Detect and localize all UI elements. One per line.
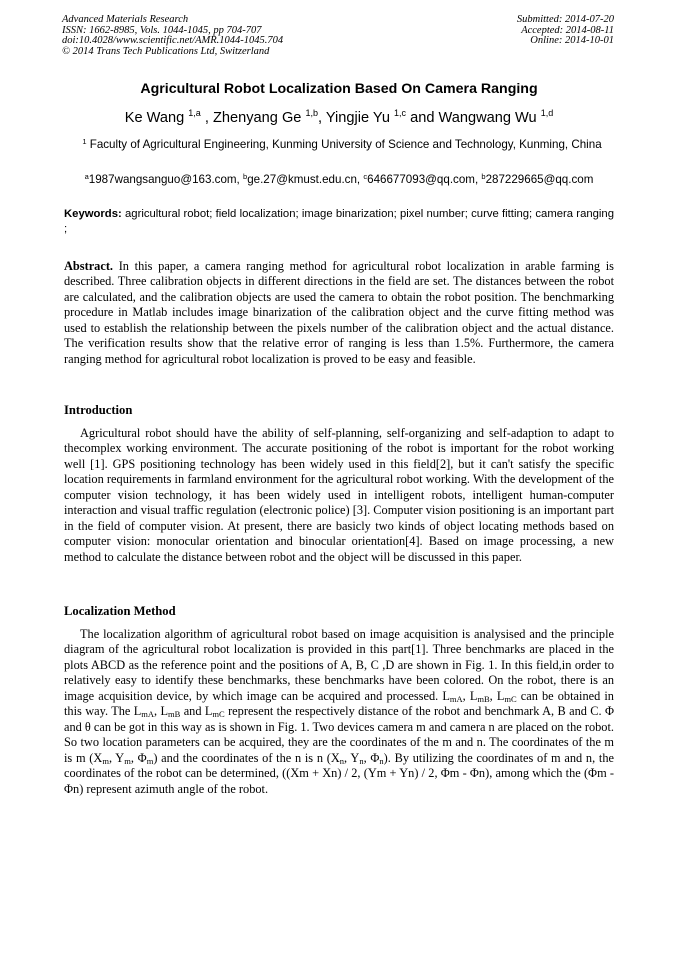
online-date: Online: 2014-10-01 <box>530 35 614 47</box>
email-list: $^a$1987wangsanguo@163.com, $^b$ge.27@kmust.edu.cn, $^c$646677093@qq.com, $^b$287229665@qq.com <box>84 172 594 186</box>
journal-header <box>62 15 283 57</box>
author-name: Wangwang Wu <box>438 110 537 126</box>
journal-copyright: © 2014 Trans Tech Publications Ltd, Switzerland <box>62 45 270 57</box>
dates-header <box>517 15 614 47</box>
email-address[interactable]: 287229665@qq.com <box>485 173 594 186</box>
submitted-date: Submitted: 2014-07-20 <box>516 14 614 25</box>
abstract-text: In this paper, a camera ranging method for agricultural robot localization in arable farming is described. Three calibration objects in different directions in the field are set. The distances between the robot are calculated, and the calibration objects are used the camera to obtain the robot position. The benchmarking procedure in Matlab includes image binarization of the calibration object and the curve fitting method was used to establish the relationship between the pixels number of the calibration object and the actual distance. The verification results show that the relative error of ranging is less than 1.5%. Furthermore, the camera ranging method for agricultural robot localization is proved to be easy and feasible. <box>64 259 614 366</box>
localization-heading: Localization Method <box>64 604 176 618</box>
author-list: Ke Wang $^{1,a}$ , Zhenyang Ge $^{1,b}$, Yingjie Yu $^{1,c}$ and Wangwang Wu $^{1,d}$ <box>124 108 554 126</box>
affiliation: $^1$ Faculty of Agricultural Engineering, Kunming University of Science and Technology, Kunming, China <box>82 137 602 151</box>
author-affiliation-mark: 1,a <box>188 108 201 118</box>
accepted-date: Accepted: 2014-08-11 <box>521 24 614 36</box>
author-name: Zhenyang Ge <box>212 110 302 126</box>
email-address[interactable]: 1987wangsanguo@163.com, <box>88 173 244 186</box>
journal-name: Advanced Materials Research <box>62 14 189 25</box>
introduction-heading: Introduction <box>64 403 133 417</box>
author-affiliation-mark: 1,b <box>305 108 318 118</box>
keywords-label: Keywords: <box>64 208 122 220</box>
abstract <box>64 259 614 367</box>
author-affiliation-mark: 1,c <box>394 108 407 118</box>
keywords-text: agricultural robot; field localization; image binarization; pixel number; curve fitting; camera ranging ; <box>64 208 614 236</box>
abstract-label: Abstract. <box>64 259 114 273</box>
author-name: Ke Wang <box>124 110 185 126</box>
introduction-paragraph: Agricultural robot should have the ability of self-planning, self-organizing and self-adaption to adapt to thecomplex working environment. The accurate positioning of the robot is important for the robot working well [1]. GPS positioning technology has been widely used in this field[2], but it can't satisfy the specific location requirements in farmland environment for the agricultural robot working. With the development of the computer vision technology, it has been widely used in intelligent robots, intelligent human-computer interaction and visual traffic regulation (electronic police) [3]. Computer vision positioning is an important part in the field of computer vision. At present, there are basicly two kinds of object locating methods based on computer vision: monocular orientation and binocular orientation[4]. Based on image processing, a new method to calculate the distance between robot and the object will be discussed in this paper. <box>64 426 614 564</box>
email-address[interactable]: 646677093@qq.com, <box>367 173 482 186</box>
author-name: Yingjie Yu <box>325 110 390 126</box>
author-affiliation-mark: 1,d <box>540 108 554 118</box>
journal-issn: ISSN: 1662-8985, Vols. 1044-1045, pp 704-707 <box>62 24 262 36</box>
paper-title: Agricultural Robot Localization Based On Camera Ranging <box>140 81 538 97</box>
journal-doi: doi:10.4028/www.scientific.net/AMR.1044-1045.704 <box>62 35 284 47</box>
email-address[interactable]: ge.27@kmust.edu.cn, <box>247 173 364 186</box>
keywords <box>64 207 614 238</box>
localization-paragraph: The localization algorithm of agricultural robot based on image acquisition is analysised and the principle diagram of the agricultural robot localization is provided in this part[1]. Three benchmarks are placed in the plots ABCD as the reference point and the positions of A, B, C ,D are shown in Fig. 1. In this field,in order to relatively easy to identify these benchmarks, these benchmarks have been colored. On the robot, there is an image acquisition device, by which image can be acquired and processed. $L_{mA}$, $L_{mB}$, $L_{mC}$ can be obtained in this way. The $L_{mA}$, $L_{mB}$ and $L_{mC}$ represent the respectively distance of the robot and benchmark A, B and C. Φ and θ can be got in this way as is shown in Fig. 1. Two devices camera m and camera n are placed on the robot. So two location parameters can be acquired, they are the coordinates of the m and n. The coordinates of the m is m ($X_m$, $Y_m$, $\Phi_m$) and the coordinates of the n is n ($X_n$, $Y_n$, $\Phi_n$). By utilizing the coordinates of m and n, the coordinates of the robot can be determined, ((Xm + Xn) / 2, (Ym + Yn) / 2, Φm - Φn), among which the (Φm - Φn) represent azimuth angle of the robot. <box>64 627 614 796</box>
